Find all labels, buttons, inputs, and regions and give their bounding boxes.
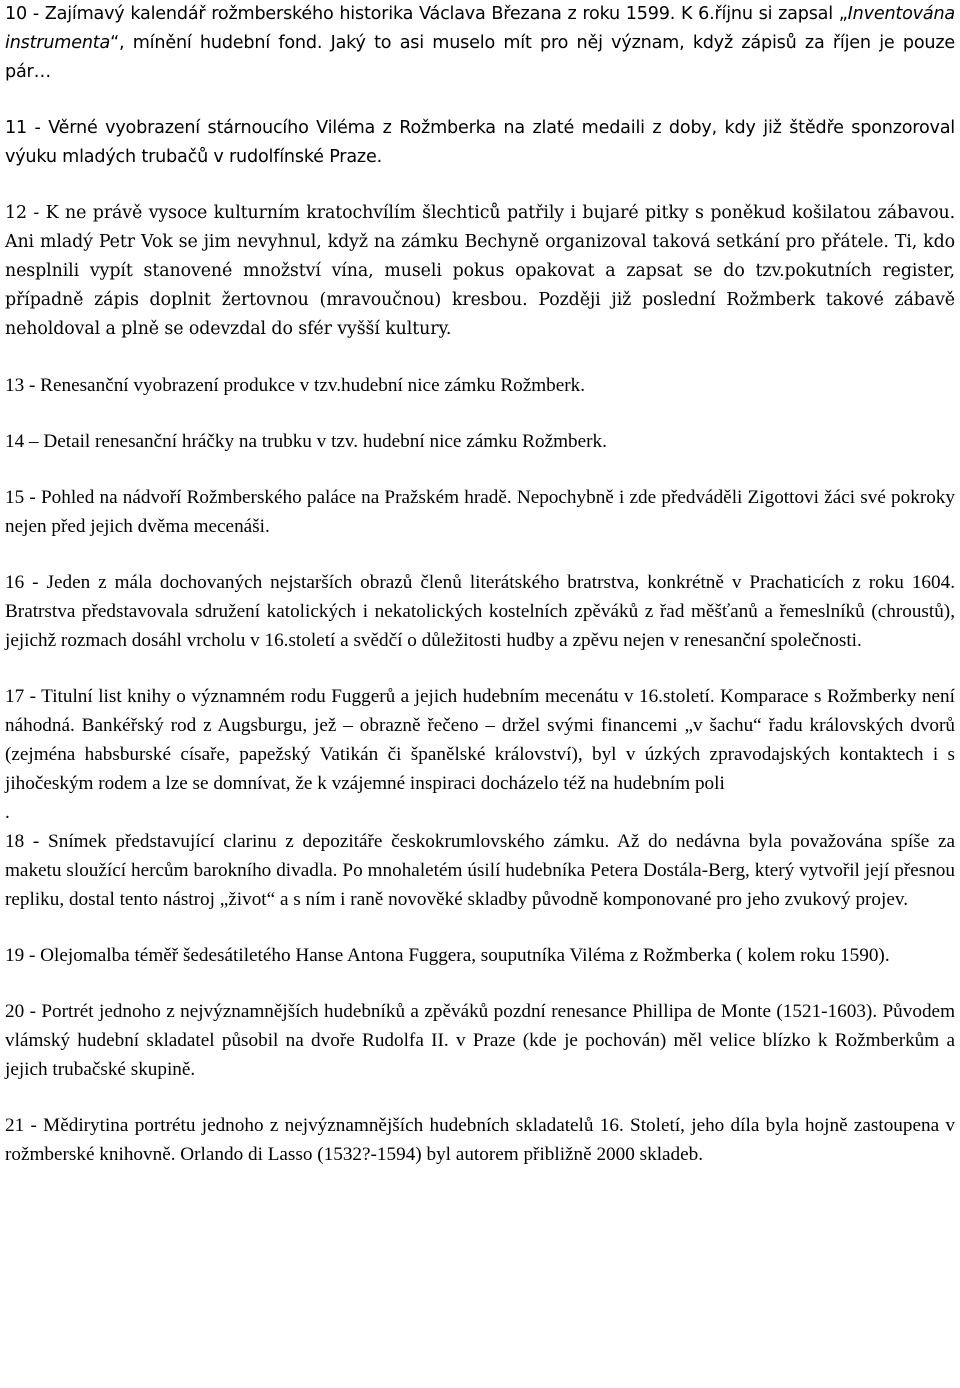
caption-15: 15 - Pohled na nádvoří Rožmberského paláce na Pražském hradě. Nepochybně i zde předváděli Zigottovi žáci své pokroky nejen před jejich dvěma mecenáši. [5, 487, 955, 537]
caption-21: 21 - Mědirytina portrétu jednoho z nejvýznamnějších hudebních skladatelů 16. Století, jeho díla byla hojně zastoupena v rožmberské knihovně. Orlando di Lasso (1532?-1594) byl autorem přibližně 2000 skladeb. [5, 1115, 955, 1165]
caption-19: 19 - Olejomalba téměř šedesátiletého Hanse Antona Fuggera, souputníka Viléma z Rožmberka ( kolem roku 1590). [5, 945, 890, 966]
caption-10-text-b: “, mínění hudební fond. Jaký to asi muselo mít pro něj význam, když zápisů za říjen je pouze pár… [5, 33, 955, 82]
caption-14: 14 – Detail renesanční hráčky na trubku v tzv. hudební nice zámku Rožmberk. [5, 431, 607, 452]
caption-11: 11 - Věrné vyobrazení stárnoucího Viléma z Rožmberka na zlaté medaili z doby, kdy již štědře sponzoroval výuku mladých trubačů v rudolfínské Praze. [5, 118, 955, 167]
caption-12: 12 - K ne právě vysoce kulturním kratochvílím šlechticů patřily i bujaré pitky s poněkud košilatou zábavou. Ani mladý Petr Vok se jim nevyhnul, když na zámku Bechyně organizoval taková setkání pro přátele. Ti, kdo nesplnili vypít stanovené množství vína, museli pokus opakovat a zapsat se do tzv.pokutních register, případně zápis doplnit žertovnou (mravoučnou) kresbou. Později již poslední Rožmberk takové zábavě neholdoval a plně se odevzdal do sfér vyšší kultury. [5, 203, 955, 339]
document-page [5, 0, 955, 1169]
caption-20: 20 - Portrét jednoho z nejvýznamnějších hudebníků a zpěváků pozdní renesance Phillipa de Monte (1521-1603). Původem vlámský hudební skladatel působil na dvoře Rudolfa II. v Praze (kde je pochován) měl velice blízko k Rožmberkům a jejich trubačské skupině. [5, 1001, 955, 1080]
caption-18: 18 - Snímek představující clarinu z depozitáře českokrumlovského zámku. Až do nedávna byla považována spíše za maketu sloužící hercům barokního divadla. Po mnohaletém úsilí hudebníka Petera Dostála-Berg, který vytvořil její přesnou repliku, dostal tento nástroj „život“ a s ním i raně novověké skladby původně komponované pro jeho zvukový projev. [5, 831, 955, 910]
caption-10-text-a: 10 - Zajímavý kalendář rožmberského historika Václava Březana z roku 1599. K 6.říjnu si zapsal „ [5, 4, 848, 24]
caption-13: 13 - Renesanční vyobrazení produkce v tzv.hudební nice zámku Rožmberk. [5, 375, 586, 396]
caption-17: 17 - Titulní list knihy o významném rodu Fuggerů a jejich hudebním mecenátu v 16.století. Komparace s Rožmberky není náhodná. Bankéřský rod z Augsburgu, jež – obrazně řečeno – držel svými financemi „v šachu“ řadu královských dvorů (zejména habsburské císaře, papežský Vatikán či španělské království), byl v úzkých zpravodajských kontaktech i s jihočeským rodem a lze se domnívat, že k vzájemné inspiraci docházelo též na hudebním poli [5, 686, 955, 794]
caption-10 [5, 0, 955, 87]
caption-10-italic-title: Inventována instrumenta [5, 4, 955, 53]
caption-16: 16 - Jeden z mála dochovaných nejstarších obrazů členů literátského bratrstva, konkrétně v Prachaticích z roku 1604. Bratrstva představovala sdružení katolických i nekatolických kostelních zpěváků z řad měšťanů a řemeslníků (chroustů), jejichž rozmach dosáhl vrcholu v 16.století a svědčí o důležitosti hudby a zpěvu nejen v renesanční společnosti. [5, 572, 955, 651]
caption-17-period: . [5, 802, 10, 823]
